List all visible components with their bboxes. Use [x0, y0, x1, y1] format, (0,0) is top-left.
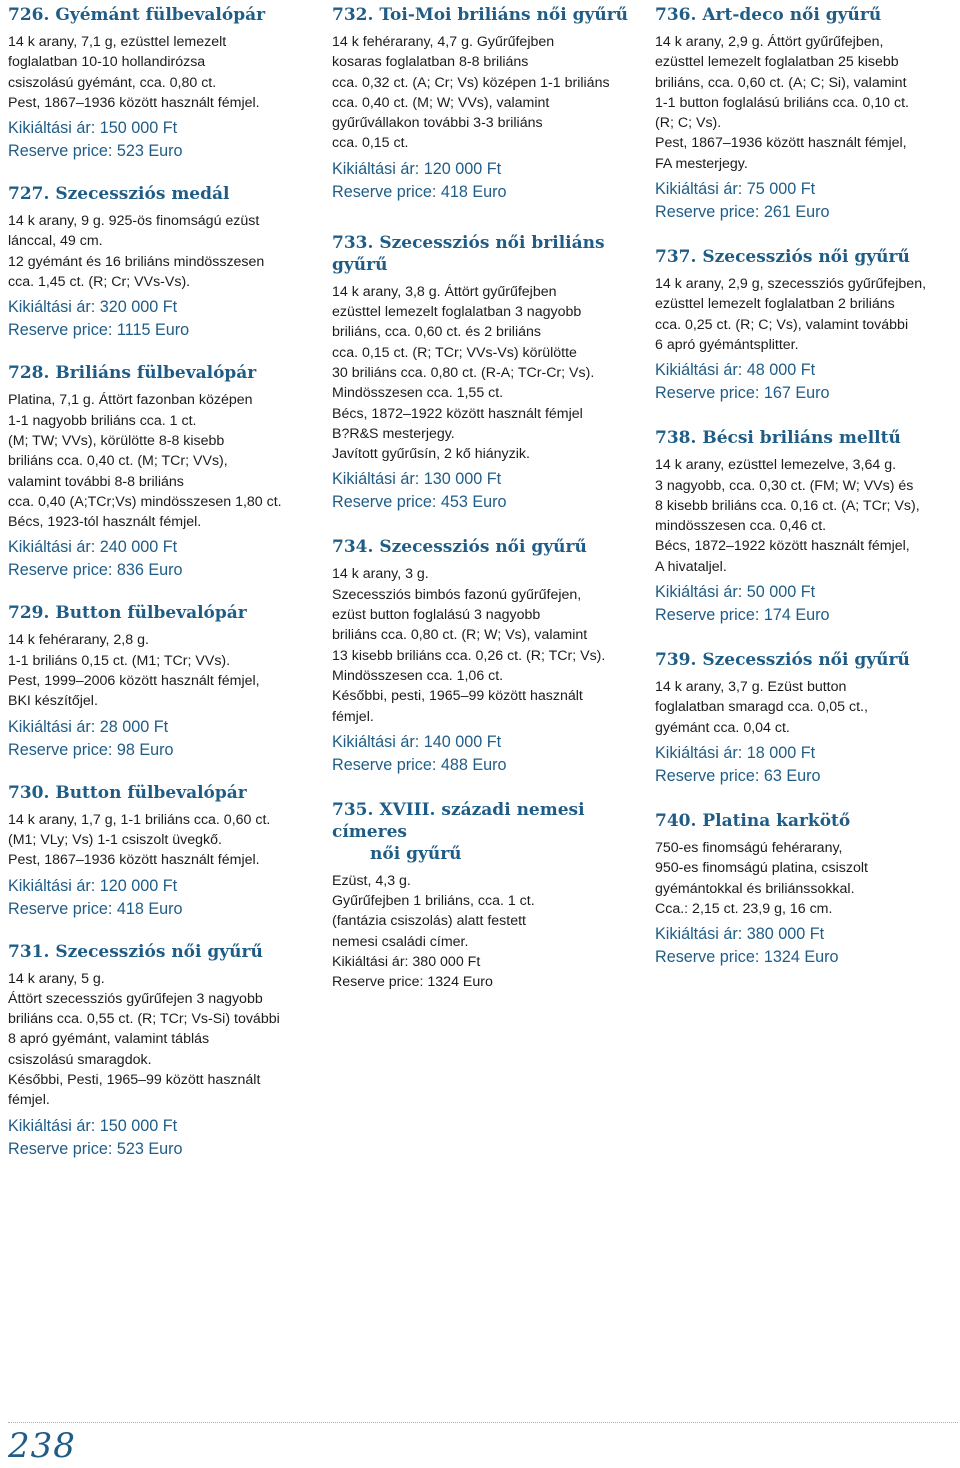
desc-line: 8 apró gyémánt, valamint táblás — [8, 1031, 210, 1048]
desc-line: Gyűrűfejben 1 briliáns, cca. 1 ct. — [332, 893, 535, 910]
desc-line: foglalatban 10-10 hollandirózsa — [8, 54, 206, 71]
lot-description — [332, 871, 637, 952]
page-number: 238 — [8, 1426, 76, 1466]
lot-title: 726. Gyémánt fülbevalópár — [8, 5, 266, 25]
desc-line: Javított gyűrűsín, 2 kő hiányzik. — [332, 446, 530, 463]
desc-line: ezüsttel lemezelt foglalatban 3 nagyobb — [332, 304, 582, 321]
desc-line: 14 k arany, 1,7 g, 1-1 briliáns cca. 0,60 ct. — [8, 811, 271, 828]
price-eur: Reserve price: 98 Euro — [8, 740, 174, 759]
price-huf: Kikiáltási ár: 120 000 Ft — [8, 876, 178, 895]
lot-733 — [332, 232, 637, 515]
desc-line: 1-1 nagyobb briliáns cca. 1 ct. — [8, 412, 197, 429]
lot-739 — [655, 649, 955, 788]
price-huf: Kikiáltási ár: 75 000 Ft — [655, 180, 816, 199]
lot-726 — [8, 4, 313, 163]
lot-title: 736. Art-deco női gyűrű — [655, 5, 882, 25]
desc-line: 14 k arany, 7,1 g, ezüsttel lemezelt — [8, 34, 227, 50]
desc-line: briliáns cca. 0,80 ct. (R; W; Vs), valamint — [332, 627, 588, 644]
desc-line: 750-es finomságú fehérarany, — [655, 839, 843, 856]
desc-line: Platina, 7,1 g. Áttört fazonban középen — [8, 392, 253, 409]
column-1 — [8, 4, 313, 1179]
lot-740 — [655, 810, 955, 969]
lot-729 — [8, 602, 313, 761]
lot-738 — [655, 427, 955, 627]
desc-line: cca. 0,25 ct. (R; C; Vs), valamint további — [655, 316, 909, 333]
desc-line: Ezüst, 4,3 g. — [332, 872, 411, 889]
desc-line: 14 k arany, 3,7 g. Ezüst button — [655, 679, 847, 696]
price-eur: Reserve price: 418 Euro — [332, 182, 507, 201]
desc-line: Későbbi, Pesti, 1965–99 között használt — [8, 1072, 261, 1089]
price-huf: Kikiáltási ár: 18 000 Ft — [655, 743, 816, 762]
desc-line: 12 gyémánt és 16 briliáns mindösszesen — [8, 253, 265, 270]
price-huf: Kikiáltási ár: 120 000 Ft — [332, 159, 502, 178]
desc-line: 1-1 button foglalású briliáns cca. 0,10 ct. — [655, 94, 909, 111]
desc-line: lánccal, 49 cm. — [8, 233, 103, 250]
price-huf: Kikiáltási ár: 380 000 Ft — [332, 954, 481, 971]
desc-line: gyémántokkal és briliánssokkal. — [655, 880, 855, 897]
lot-728 — [8, 362, 313, 582]
price-eur: Reserve price: 523 Euro — [8, 1139, 183, 1158]
price-huf: Kikiáltási ár: 140 000 Ft — [332, 732, 502, 751]
desc-line: Mindösszesen cca. 1,55 ct. — [332, 385, 504, 402]
lot-737 — [655, 246, 955, 405]
lot-title: 732. Toi-Moi briliáns női gyűrű — [332, 5, 629, 25]
price-eur: Reserve price: 488 Euro — [332, 755, 507, 774]
desc-line: fémjel. — [332, 708, 374, 725]
desc-line: 14 k arany, ezüsttel lemezelve, 3,64 g. — [655, 457, 897, 474]
desc-line: (M1; VLy; Vs) 1-1 csiszolt üvegkő. — [8, 831, 222, 848]
desc-line: (R; C; Vs). — [655, 115, 722, 132]
lot-title — [332, 799, 637, 865]
lot-description — [655, 274, 955, 355]
desc-line: B?R&S mesterjegy. — [332, 425, 455, 442]
lot-description — [8, 32, 313, 113]
price-huf: Kikiáltási ár: 130 000 Ft — [332, 470, 502, 489]
lot-title: 727. Szecessziós medál — [8, 184, 230, 205]
desc-line: Pest, 1867–1936 között használt fémjel. — [8, 94, 260, 111]
desc-line: csiszolású gyémánt, cca. 0,80 ct. — [8, 74, 217, 91]
desc-line: cca. 0,15 ct. (R; TCr; VVs-Vs) körülötte — [332, 344, 577, 361]
price-eur: Reserve price: 1324 Euro — [655, 948, 839, 967]
lot-731 — [8, 941, 313, 1161]
lot-736 — [655, 4, 955, 224]
price-huf: Kikiáltási ár: 380 000 Ft — [655, 925, 825, 944]
desc-line: cca. 0,40 ct. (M; W; VVs), valamint — [332, 94, 550, 111]
price-huf: Kikiáltási ár: 50 000 Ft — [655, 583, 816, 602]
price-huf: Kikiáltási ár: 48 000 Ft — [655, 361, 816, 380]
price-eur: Reserve price: 1324 Euro — [332, 974, 493, 991]
desc-line: Pest, 1867–1936 között használt fémjel, — [655, 135, 907, 152]
desc-line: 8 kisebb briliáns cca. 0,16 ct. (A; TCr; Vs), — [655, 497, 920, 514]
desc-line: 14 k arany, 9 g. 925-ös finomságú ezüst — [8, 213, 260, 230]
desc-line: Bécs, 1872–1922 között használt fémjel — [332, 405, 583, 422]
price-eur: Reserve price: 261 Euro — [655, 203, 830, 222]
price-huf: Kikiáltási ár: 320 000 Ft — [8, 298, 178, 317]
lot-title: 728. Briliáns fülbevalópár — [8, 363, 257, 384]
lot-title: 730. Button fülbevalópár — [8, 782, 247, 803]
price-huf: Kikiáltási ár: 28 000 Ft — [8, 717, 169, 736]
desc-line: cca. 0,40 (A;TCr;Vs) mindösszesen 1,80 ct. — [8, 493, 282, 510]
desc-line: foglalatban smaragd cca. 0,05 ct., — [655, 699, 868, 716]
desc-line: FA mesterjegy. — [655, 155, 748, 172]
desc-line: briliáns cca. 0,40 ct. (M; TCr; VVs), — [8, 453, 228, 470]
price-huf: Kikiáltási ár: 150 000 Ft — [8, 1116, 178, 1135]
column-2 — [332, 4, 637, 1011]
desc-line: 30 briliáns cca. 0,80 ct. (R-A; TCr-Cr; Vs). — [332, 364, 595, 381]
desc-line: briliáns, cca. 0,60 ct. és 2 briliáns — [332, 324, 541, 341]
desc-line: briliáns cca. 0,55 ct. (R; TCr; Vs-Si) további — [8, 1011, 280, 1028]
desc-line: 3 nagyobb, cca. 0,30 ct. (FM; W; VVs) és — [655, 477, 914, 494]
lot-title: 733. Szecessziós női briliáns gyűrű — [332, 232, 605, 275]
lot-title: 738. Bécsi briliáns melltű — [655, 428, 901, 449]
lot-730 — [8, 782, 313, 921]
desc-line: nemesi családi címer. — [332, 933, 469, 950]
desc-line: Cca.: 2,15 ct. 23,9 g, 16 cm. — [655, 900, 833, 917]
desc-line: briliáns, cca. 0,60 ct. (A; C; Si), valamint — [655, 74, 907, 91]
desc-line: Pest, 1867–1936 között használt fémjel. — [8, 852, 260, 869]
desc-line: Későbbi, pesti, 1965–99 között használt — [332, 688, 583, 705]
lot-734 — [332, 536, 637, 776]
lot-description — [332, 564, 637, 726]
lot-description — [8, 969, 313, 1111]
desc-line: ezüsttel lemezelt foglalatban 2 briliáns — [655, 296, 895, 313]
lot-title-line-1: 735. XVIII. századi nemesi címeres — [332, 799, 585, 842]
desc-line: cca. 1,45 ct. (R; Cr; VVs-Vs). — [8, 274, 191, 291]
price-eur: Reserve price: 174 Euro — [655, 606, 830, 625]
lot-732 — [332, 4, 637, 204]
desc-line: Bécs, 1872–1922 között használt fémjel, — [655, 538, 910, 555]
desc-line: 13 kisebb briliáns cca. 0,26 ct. (R; TCr; Vs). — [332, 647, 606, 664]
price-eur: Reserve price: 167 Euro — [655, 384, 830, 403]
lot-description — [655, 32, 955, 174]
desc-line: csiszolású smaragdok. — [8, 1051, 152, 1068]
lot-727 — [8, 183, 313, 342]
lot-description — [655, 677, 955, 738]
lot-description — [8, 630, 313, 711]
lot-description — [8, 810, 313, 871]
lot-title: 734. Szecessziós női gyűrű — [332, 537, 587, 558]
desc-line: kosaras foglalatban 8-8 briliáns — [332, 54, 529, 71]
price-eur: Reserve price: 836 Euro — [8, 561, 183, 580]
desc-line: 14 k arany, 3,8 g. Áttört gyűrűfejben — [332, 283, 557, 300]
desc-line: gyémánt cca. 0,04 ct. — [655, 719, 790, 736]
desc-line: 6 apró gyémántsplitter. — [655, 336, 799, 353]
desc-line: (M; TW; VVs), körülötte 8-8 kisebb — [8, 432, 225, 449]
desc-line: 1-1 briliáns 0,15 ct. (M1; TCr; VVs). — [8, 652, 231, 669]
desc-line: ezüsttel lemezelt foglalatban 25 kisebb — [655, 54, 899, 71]
desc-line: fémjel. — [8, 1092, 50, 1109]
lot-title: 731. Szecessziós női gyűrű — [8, 941, 263, 962]
desc-line: BKI készítőjel. — [8, 693, 98, 710]
desc-line: Bécs, 1923-tól használt fémjel. — [8, 514, 202, 531]
lot-title: 729. Button fülbevalópár — [8, 603, 247, 624]
desc-line: 14 k arany, 2,9 g. Áttört gyűrűfejben, — [655, 34, 884, 50]
desc-line: cca. 0,32 ct. (A; Cr; Vs) középen 1-1 briliáns — [332, 74, 610, 91]
lot-description — [332, 32, 637, 154]
lot-description — [655, 838, 955, 919]
desc-line: 14 k fehérarany, 2,8 g. — [8, 632, 149, 649]
desc-line: Pest, 1999–2006 között használt fémjel, — [8, 673, 260, 690]
desc-line: gyűrűvállakon további 3-3 briliáns — [332, 115, 543, 132]
price-huf: Kikiáltási ár: 150 000 Ft — [8, 119, 178, 138]
desc-line: valamint további 8-8 briliáns — [8, 473, 184, 490]
price-huf: Kikiáltási ár: 240 000 Ft — [8, 538, 178, 557]
lot-description — [8, 390, 313, 532]
desc-line: 14 k fehérarany, 4,7 g. Gyűrűfejben — [332, 34, 555, 50]
desc-line: cca. 0,15 ct. — [332, 135, 409, 152]
desc-line: 14 k arany, 2,9 g, szecessziós gyűrűfejben, — [655, 276, 927, 293]
column-3 — [655, 4, 955, 987]
lot-description — [332, 282, 637, 465]
lot-735 — [332, 799, 637, 993]
price-eur: Reserve price: 1115 Euro — [8, 321, 190, 340]
desc-line: Áttört szecessziós gyűrűfejen 3 nagyobb — [8, 990, 263, 1007]
price-eur: Reserve price: 453 Euro — [332, 493, 507, 512]
desc-line: Szecessziós bimbós fazonú gyűrűfejen, — [332, 586, 582, 603]
desc-line: ezüst button foglalású 3 nagyobb — [332, 607, 541, 624]
desc-line: 950-es finomságú platina, csiszolt — [655, 860, 868, 877]
lot-description — [8, 211, 313, 292]
price-eur: Reserve price: 418 Euro — [8, 899, 183, 918]
footer-divider — [8, 1422, 958, 1423]
desc-line: (fantázia csiszolás) alatt festett — [332, 913, 526, 930]
desc-line: 14 k arany, 3 g. — [332, 566, 429, 583]
lot-description — [655, 455, 955, 577]
desc-line: 14 k arany, 5 g. — [8, 970, 105, 987]
desc-line: Mindösszesen cca. 1,06 ct. — [332, 667, 504, 684]
price-eur: Reserve price: 523 Euro — [8, 142, 183, 161]
lot-title: 737. Szecessziós női gyűrű — [655, 247, 910, 268]
lot-title-line-2: női gyűrű — [370, 843, 462, 864]
desc-line: A hivataljel. — [655, 558, 727, 575]
desc-line: mindösszesen cca. 0,46 ct. — [655, 518, 827, 535]
lot-title: 739. Szecessziós női gyűrű — [655, 650, 910, 671]
lot-title: 740. Platina karkötő — [655, 810, 851, 831]
price-eur: Reserve price: 63 Euro — [655, 766, 821, 785]
